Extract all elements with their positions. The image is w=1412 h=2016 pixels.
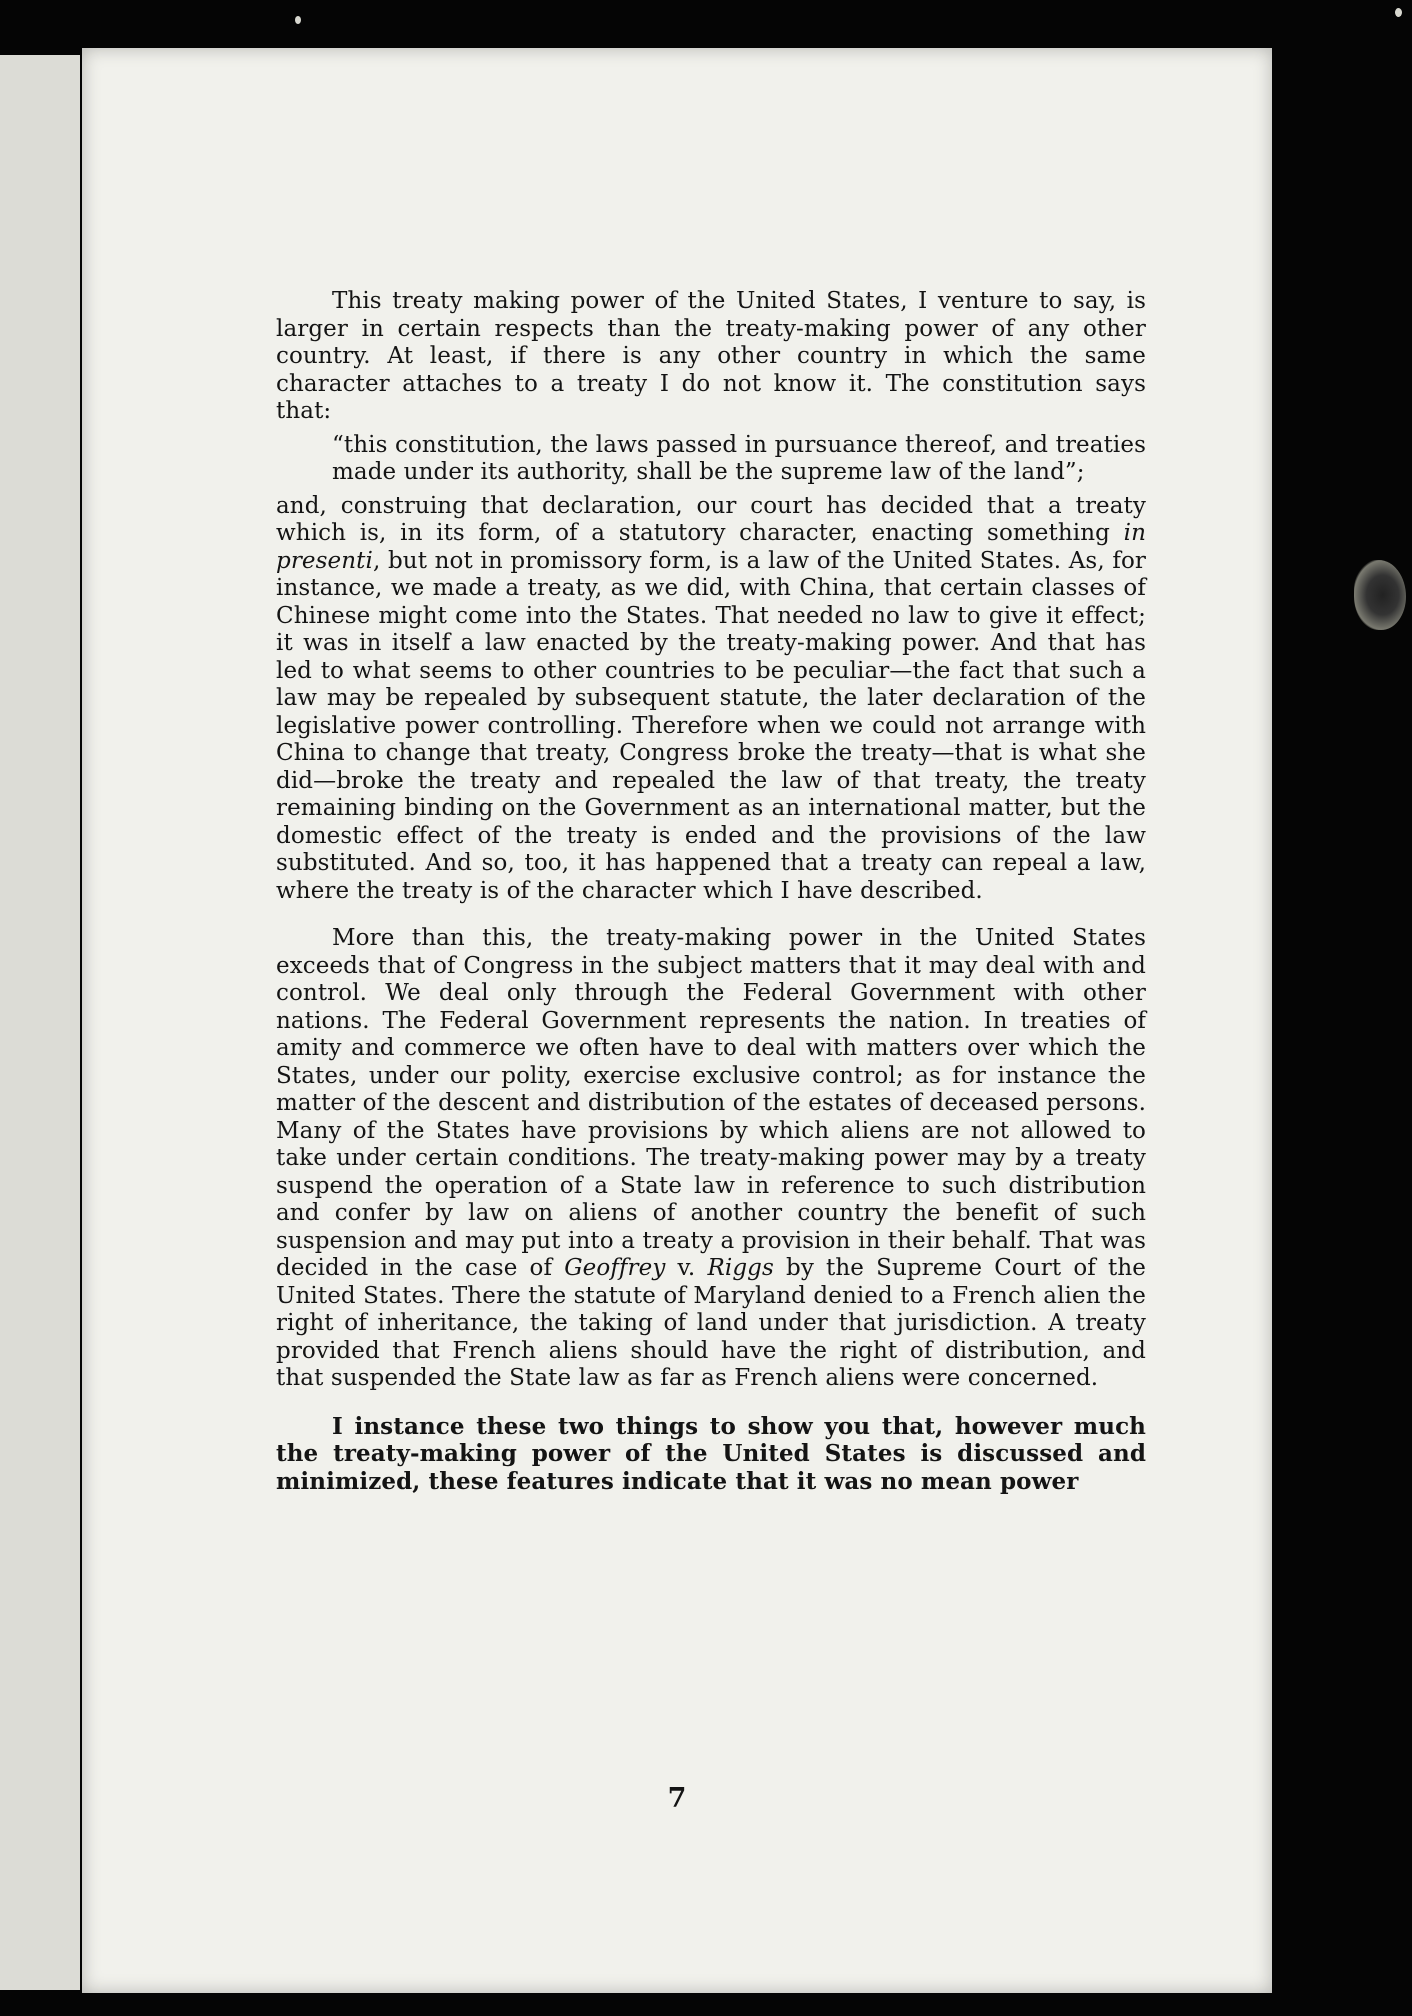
- latin-phrase: in presenti: [276, 520, 1146, 574]
- paragraph-construing-rest: , but not in promissory form, is a law of the United States. As, for instance, we made a treaty, as we did, with China, that certain classes of Chinese might come into the States. That needed no law to give it effect; it was in itself a law enacted by the treaty-making power. And that has led to what seems to other countries to be peculiar—the fact that such a law may be repealed by subsequent statute, the later declaration of the legislative power controlling. Therefore when we could not arrange with China to change that treaty, Congress broke the treaty—that is what she did—broke the treaty and repealed the law of that treaty, the treaty remaining binding on the Government as an international matter, but the domestic effect of the treaty is ended and the provisions of the law substituted. And so, too, it has happened that a treaty can repeal a law, where the treaty is of the character which I have described.: [276, 547, 1146, 904]
- paragraph-instance: I instance these two things to show you that, however much the treaty-making power of the United States is discussed and minimized, these features indicate that it was no mean power: [276, 1412, 1146, 1495]
- constitution-quote: “this constitution, the laws passed in pursuance thereof, and treaties made under its authority, shall be the supreme law of the land”;: [332, 431, 1146, 485]
- paragraph-more-than-this-rest: by the Supreme Court of the United States. There the statute of Maryland denied to a French alien the right of inheritance, the taking of land under that jurisdiction. A treaty provided that French aliens should have the right of distribution, and that suspended the State law as far as French aliens were concerned.: [276, 1255, 1146, 1391]
- case-versus: v.: [665, 1255, 708, 1281]
- paragraph-construing: [276, 493, 1146, 906]
- case-name-geoffrey: Geoffrey: [564, 1255, 666, 1281]
- paragraph-more-than-this-lead: More than this, the treaty-making power in the United States exceeds that of Congress in the subject matters that it may deal with and control. We deal only through the Federal Government with other nations. The Federal Government represents the nation. In treaties of amity and commerce we often have to deal with matters over which the States, under our polity, exercise exclusive control; as for instance the matter of the descent and distribution of the estates of deceased persons. Many of the States have provisions by which aliens are not allowed to take under certain conditions. The treaty-making power may by a treaty suspend the operation of a State law in reference to such distribution and confer by law on aliens of another country the benefit of such suspension and may put into a treaty a provision in their behalf. That was decided in the case of: [276, 925, 1146, 1281]
- case-name-riggs: Riggs: [707, 1255, 774, 1281]
- ink-blot: [1354, 560, 1406, 630]
- paragraph-more-than-this: [276, 925, 1146, 1393]
- book-page: [82, 48, 1272, 1993]
- dust-speck: [1395, 8, 1402, 17]
- page-number: 7: [667, 1783, 687, 1814]
- body-text: [276, 288, 1146, 1495]
- dust-speck: [295, 16, 301, 24]
- paragraph-construing-lead: and, construing that declaration, our court has decided that a treaty which is, in its form, of a statutory character, enacting something: [276, 492, 1146, 546]
- left-page-edge: [0, 55, 80, 1990]
- paragraph-treaty-power: This treaty making power of the United States, I venture to say, is larger in certain respects than the treaty-making power of any other country. At least, if there is any other country in which the same character attaches to a treaty I do not know it. The constitution says that:: [276, 288, 1146, 424]
